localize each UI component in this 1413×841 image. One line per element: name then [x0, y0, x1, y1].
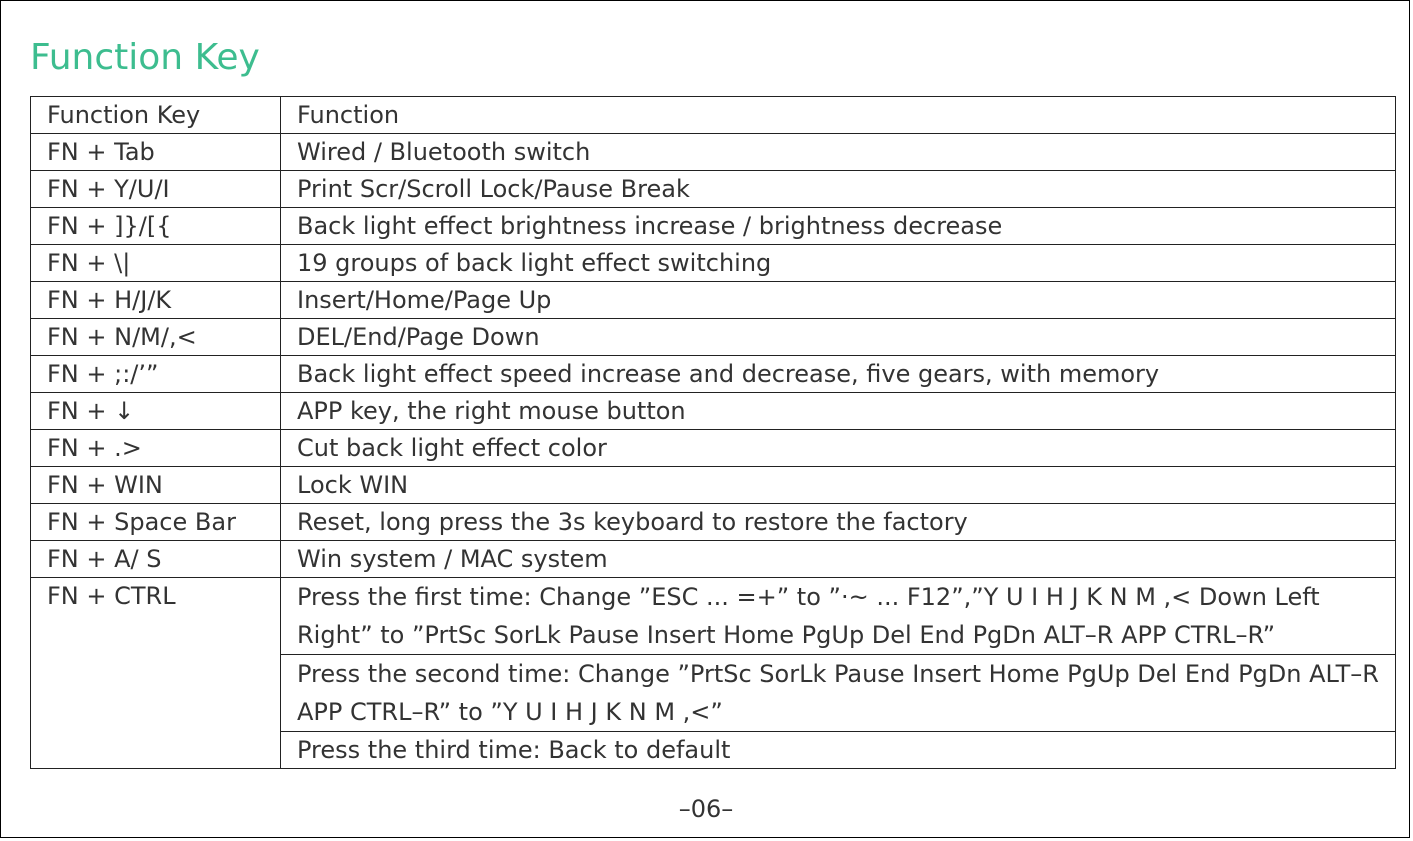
- function-cell: Print Scr/Scroll Lock/Pause Break: [281, 171, 1396, 208]
- table-row: [31, 504, 1396, 541]
- page-title: Function Key: [30, 37, 260, 78]
- function-cell-second-press: Press the second time: Change ”PrtSc SorLk Pause Insert Home PgUp Del End PgDn ALT–R APP CTRL–R” to ”Y U I H J K N M ,<”: [281, 655, 1396, 732]
- function-cell: Back light effect brightness increase / brightness decrease: [281, 208, 1396, 245]
- function-cell: Lock WIN: [281, 467, 1396, 504]
- table-row: [31, 356, 1396, 393]
- function-cell: 19 groups of back light effect switching: [281, 245, 1396, 282]
- table-row: [31, 171, 1396, 208]
- function-cell: Insert/Home/Page Up: [281, 282, 1396, 319]
- key-cell: FN + Space Bar: [31, 504, 281, 541]
- table-row-ctrl: [31, 578, 1396, 655]
- function-key-table: [30, 96, 1396, 769]
- table-row: [31, 134, 1396, 171]
- key-cell: FN + WIN: [31, 467, 281, 504]
- table-row: [31, 393, 1396, 430]
- table-row: [31, 430, 1396, 467]
- key-cell-ctrl: FN + CTRL: [31, 578, 281, 769]
- key-cell: FN + Y/U/I: [31, 171, 281, 208]
- header-function: Function: [281, 97, 1396, 134]
- key-cell: FN + Tab: [31, 134, 281, 171]
- key-cell: FN + ;:/’”: [31, 356, 281, 393]
- table-row: [31, 467, 1396, 504]
- function-cell: Wired / Bluetooth switch: [281, 134, 1396, 171]
- key-cell: FN + .>: [31, 430, 281, 467]
- key-cell: FN + ↓: [31, 393, 281, 430]
- function-cell: DEL/End/Page Down: [281, 319, 1396, 356]
- page-number: –06–: [678, 795, 734, 823]
- function-cell-first-press: Press the first time: Change ”ESC ... =+” to ”·~ ... F12”,”Y U I H J K N M ,< Down Left Right” to ”PrtSc SorLk Pause Insert Home PgUp Del End PgDn ALT–R APP CTRL–R”: [281, 578, 1396, 655]
- function-cell: Cut back light effect color: [281, 430, 1396, 467]
- table-header-row: [31, 97, 1396, 134]
- function-cell: Win system / MAC system: [281, 541, 1396, 578]
- table-row: [31, 541, 1396, 578]
- key-cell: FN + A/ S: [31, 541, 281, 578]
- header-function-key: Function Key: [31, 97, 281, 134]
- key-cell: FN + H/J/K: [31, 282, 281, 319]
- function-cell-third-press: Press the third time: Back to default: [281, 732, 1396, 769]
- key-cell: FN + \|: [31, 245, 281, 282]
- key-cell: FN + ]}/[{: [31, 208, 281, 245]
- function-cell: Back light effect speed increase and decrease, five gears, with memory: [281, 356, 1396, 393]
- table-row: [31, 245, 1396, 282]
- key-cell: FN + N/M/,<: [31, 319, 281, 356]
- table-row: [31, 208, 1396, 245]
- table-row: [31, 319, 1396, 356]
- function-cell: APP key, the right mouse button: [281, 393, 1396, 430]
- table-row: [31, 282, 1396, 319]
- function-cell: Reset, long press the 3s keyboard to restore the factory: [281, 504, 1396, 541]
